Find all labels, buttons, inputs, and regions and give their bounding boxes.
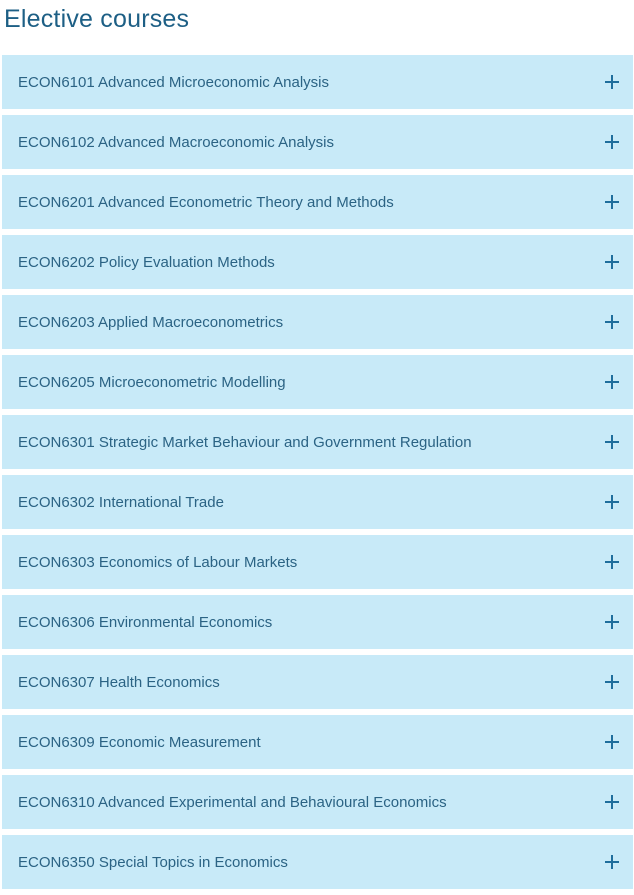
course-label: ECON6307 Health Economics xyxy=(18,673,220,691)
plus-icon[interactable] xyxy=(605,315,619,329)
course-label: ECON6301 Strategic Market Behaviour and Government Regulation xyxy=(18,433,472,451)
plus-icon[interactable] xyxy=(605,135,619,149)
plus-icon[interactable] xyxy=(605,615,619,629)
plus-icon[interactable] xyxy=(605,555,619,569)
course-accordion-item[interactable] xyxy=(2,835,633,889)
plus-icon[interactable] xyxy=(605,435,619,449)
course-accordion-item[interactable] xyxy=(2,655,633,709)
course-label: ECON6101 Advanced Microeconomic Analysis xyxy=(18,73,329,91)
course-accordion-item[interactable] xyxy=(2,595,633,649)
course-accordion-item[interactable] xyxy=(2,355,633,409)
course-label: ECON6310 Advanced Experimental and Behavioural Economics xyxy=(18,793,447,811)
course-label: ECON6350 Special Topics in Economics xyxy=(18,853,288,871)
plus-icon[interactable] xyxy=(605,375,619,389)
course-label: ECON6303 Economics of Labour Markets xyxy=(18,553,298,571)
course-accordion-item[interactable] xyxy=(2,715,633,769)
course-accordion-item[interactable] xyxy=(2,415,633,469)
page-title: Elective courses xyxy=(4,5,190,33)
course-accordion-item[interactable] xyxy=(2,115,633,169)
course-accordion-item[interactable] xyxy=(2,295,633,349)
course-label: ECON6205 Microeconometric Modelling xyxy=(18,373,286,391)
elective-course-list xyxy=(2,55,633,895)
plus-icon[interactable] xyxy=(605,255,619,269)
course-label: ECON6203 Applied Macroeconometrics xyxy=(18,313,284,331)
course-accordion-item[interactable] xyxy=(2,235,633,289)
plus-icon[interactable] xyxy=(605,75,619,89)
course-accordion-item[interactable] xyxy=(2,535,633,589)
plus-icon[interactable] xyxy=(605,795,619,809)
plus-icon[interactable] xyxy=(605,495,619,509)
course-label: ECON6309 Economic Measurement xyxy=(18,733,261,751)
course-label: ECON6302 International Trade xyxy=(18,493,224,511)
course-accordion-item[interactable] xyxy=(2,475,633,529)
course-label: ECON6102 Advanced Macroeconomic Analysis xyxy=(18,133,334,151)
course-label: ECON6306 Environmental Economics xyxy=(18,613,273,631)
plus-icon[interactable] xyxy=(605,675,619,689)
plus-icon[interactable] xyxy=(605,195,619,209)
plus-icon[interactable] xyxy=(605,855,619,869)
course-accordion-item[interactable] xyxy=(2,55,633,109)
plus-icon[interactable] xyxy=(605,735,619,749)
course-label: ECON6201 Advanced Econometric Theory and Methods xyxy=(18,193,394,211)
course-label: ECON6202 Policy Evaluation Methods xyxy=(18,253,275,271)
course-accordion-item[interactable] xyxy=(2,775,633,829)
course-accordion-item[interactable] xyxy=(2,175,633,229)
